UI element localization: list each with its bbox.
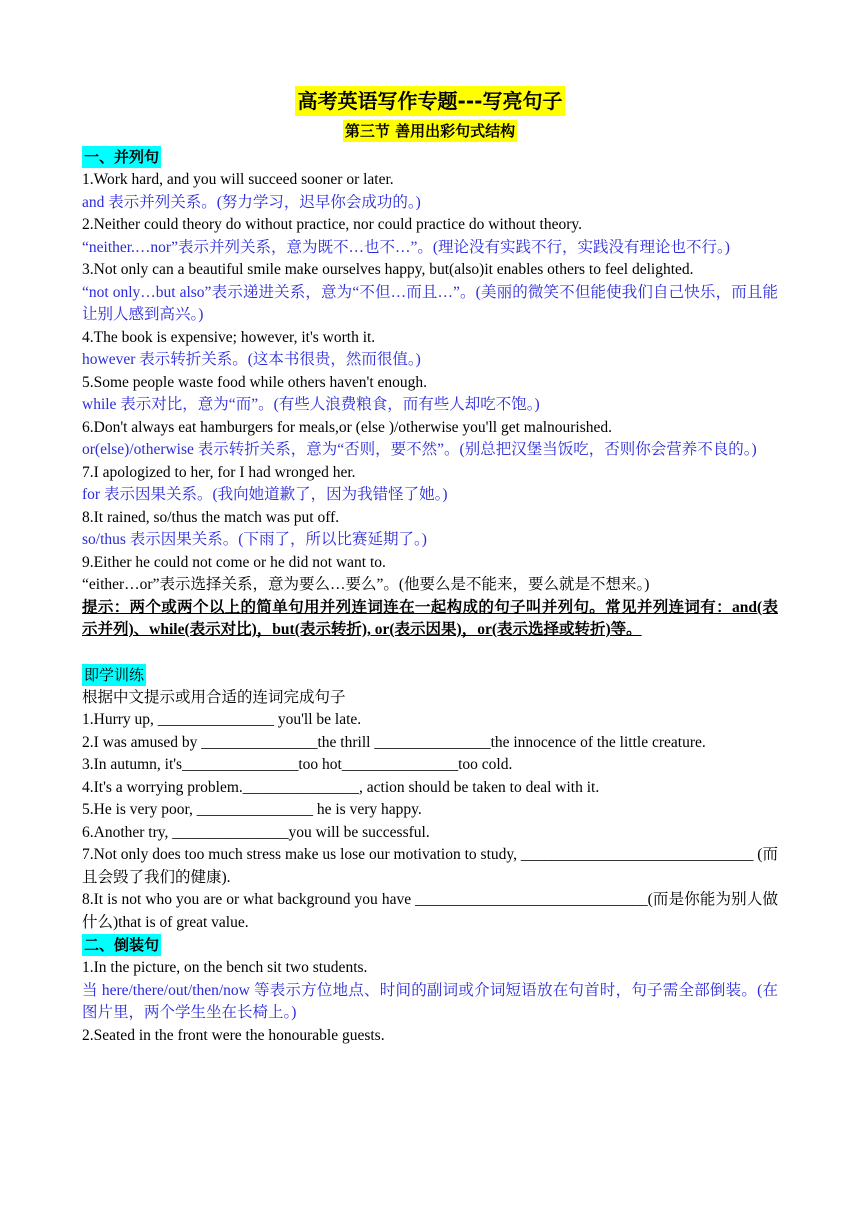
practice-instruction: 根据中文提示或用合适的连词完成句子 bbox=[82, 688, 346, 706]
practice-item: 7.Not only does too much stress make us lose our motivation to study, ______________________________ (而且会毁了我们的健康). bbox=[82, 846, 778, 886]
example-sentence: 2.Seated in the front were the honourable guests. bbox=[82, 1026, 385, 1044]
section-subtitle: 第三节 善用出彩句式结构 bbox=[344, 122, 516, 140]
example-note: for 表示因果关系。(我向她道歉了，因为我错怪了她。) bbox=[82, 486, 448, 503]
example-note: “not only…but also”表示递进关系，意为“不但…而且…”。(美丽的微笑不但能使我们自己快乐，而且能让别人感到高兴。) bbox=[82, 283, 778, 323]
practice-item: 3.In autumn, it's_______________too hot_______________too cold. bbox=[82, 756, 513, 773]
example-sentence: 3.Not only can a beautiful smile make ourselves happy, but(also)it enables others to feel delighted. bbox=[82, 261, 694, 278]
example-note: or(else)/otherwise 表示转折关系，意为“否则，要不然”。(别总把汉堡当饭吃，否则你会营养不良的。) bbox=[82, 441, 757, 458]
example-note: “either…or”表示选择关系，意为要么…要么”。(他要么是不能来，要么就是不想来。) bbox=[82, 576, 650, 593]
practice-heading: 即学训练 bbox=[84, 665, 145, 684]
example-note: however 表示转折关系。(这本书很贵，然而很值。) bbox=[82, 351, 421, 368]
document-title: 高考英语写作专题---写亮句子 bbox=[295, 86, 566, 116]
example-note: 当 here/there/out/then/now 等表示方位地点、时间的副词或介词短语放在句首时，句子需全部倒装。(在图片里，两个学生坐在长椅上。) bbox=[82, 981, 778, 1021]
practice-item: 4.It's a worrying problem._______________, action should be taken to deal with it. bbox=[82, 778, 600, 796]
example-sentence: 7.I apologized to her, for I had wronged her. bbox=[82, 463, 356, 481]
example-sentence: 5.Some people waste food while others haven't enough. bbox=[82, 373, 428, 391]
practice-item: 6.Another try, _______________you will be successful. bbox=[82, 823, 430, 841]
example-sentence: 1.In the picture, on the bench sit two students. bbox=[82, 959, 368, 976]
document-page bbox=[82, 86, 778, 1047]
practice-item: 8.It is not who you are or what background you have ______________________________(而是你能为别人做什么)that is of great value. bbox=[82, 891, 778, 931]
practice-item: 5.He is very poor, _______________ he is very happy. bbox=[82, 801, 422, 818]
example-sentence: 8.It rained, so/thus the match was put off. bbox=[82, 508, 340, 526]
example-note: and 表示并列关系。(努力学习，迟早你会成功的。) bbox=[82, 193, 421, 211]
section1-heading: 一、并列句 bbox=[84, 148, 160, 166]
practice-item: 2.I was amused by _______________the thrill _______________the innocence of the little creature. bbox=[82, 733, 706, 751]
example-note: “neither.…nor”表示并列关系，意为既不…也不…”。(理论没有实践不行，实践没有理论也不行。) bbox=[82, 238, 730, 256]
section2-heading: 二、倒装句 bbox=[84, 936, 160, 954]
example-sentence: 4.The book is expensive; however, it's worth it. bbox=[82, 328, 376, 346]
practice-item: 1.Hurry up, _______________ you'll be late. bbox=[82, 711, 362, 728]
example-sentence: 9.Either he could not come or he did not want to. bbox=[82, 553, 386, 571]
example-note: so/thus 表示因果关系。(下雨了，所以比赛延期了。) bbox=[82, 531, 427, 548]
tip-paragraph: 提示：两个或两个以上的简单句用并列连词连在一起构成的句子叫并列句。常见并列连词有：and(表示并列)、while(表示对比)，but(表示转折), or(表示因果)，or(表示选择或转折)等。 bbox=[82, 598, 778, 638]
example-note: while 表示对比，意为“而”。(有些人浪费粮食，而有些人却吃不饱。) bbox=[82, 396, 540, 413]
example-sentence: 6.Don't always eat hamburgers for meals,or (else )/otherwise you'll get malnourished. bbox=[82, 418, 613, 436]
example-sentence: 2.Neither could theory do without practice, nor could practice do without theory. bbox=[82, 216, 583, 233]
example-sentence: 1.Work hard, and you will succeed sooner or later. bbox=[82, 171, 394, 188]
